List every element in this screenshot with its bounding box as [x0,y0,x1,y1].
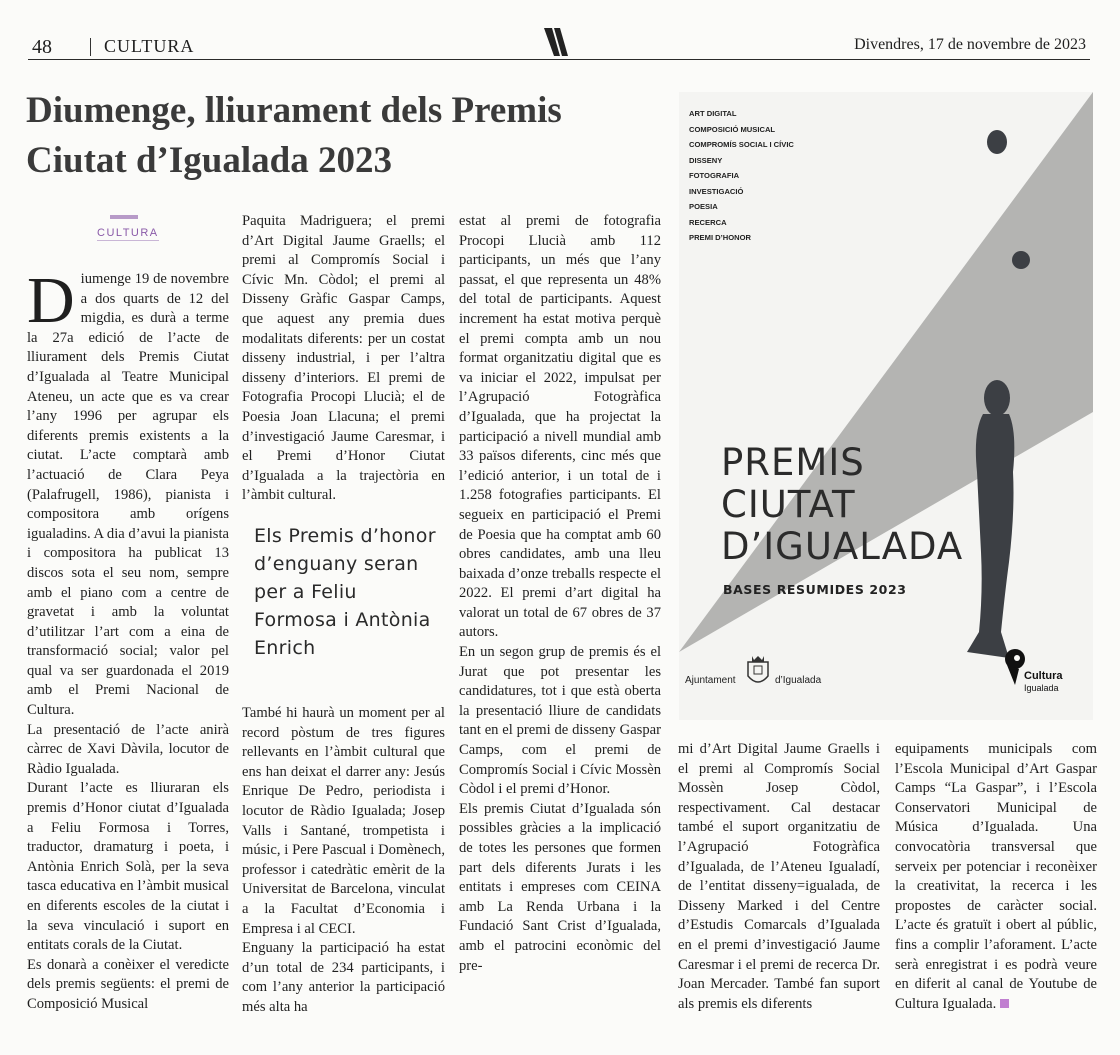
article-column-2-bottom [242,704,445,1018]
category-item: PREMI D’HONOR [689,233,752,242]
article-headline: Diumenge, lliurament dels Premis Ciutat d’Igualada 2023 [26,90,562,181]
lead-paragraph: Diumenge 19 de novembre a dos quarts de 12 del migdia, es durà a terme la 27a edició de l’acte de lliurament dels Premis Ciutat d’Igualada al Teatre Municipal Ateneu, un acte que es va crear l’any 1996 per agrupar els diferents premis existents a la ciutat. L’acte comptarà amb l’actuació de Clara Peya (Palafrugell, 1986), pianista i compositora amb orígens igualadins. A dia d’avui la pianista i compositora ha publicat 13 discos sota el seu nom, sempre amb el piano com a centre de gravetat i amb la voluntat d’utilitzar l’art com a eina de transformació social; valor pel qual va ser guardonada el 2019 amb el Premi Nacional de Cultura. [27,264,229,719]
article-column-3 [459,212,661,976]
ajuntament-label-2: d’Igualada [775,675,822,686]
article-column-4 [678,740,880,1014]
paragraph: Durant l’acte es lliuraran els premis d’Honor ciutat d’Igualada a Feliu Formosa i Torres, traductor, dramaturg i poeta, i Antònia Enrich Solà, per la seva tasca educativa en l’àmbit musical en diferents escoles de la ciutat i la seva vinculació i suport en entitats corals de la Ciutat. [27,780,229,954]
cultura-logo-text: Cultura [1024,670,1063,682]
ajuntament-label: Ajuntament [685,675,736,686]
category-item: RECERCA [689,217,727,227]
article-column-1 [27,264,229,1015]
category-item: COMPOSICIÓ MUSICAL [689,124,776,134]
paragraph: També hi haurà un moment per al record pòstum de tres figures rellevants en l’àmbit cultural que ens han deixat el darrer any: Jesús Enrique De Pedro, periodista i locutor de Ràdio Igualada; Josep Valls i Santané, trompetista i músic, i Pere Pascual i Domènech, professor i catedràtic emèrit de la Universitat de Barcelona, vinculat a la Facultat d’Economia i Empresa i al CECI. [242,705,445,937]
article-column-5 [895,740,1097,1014]
end-mark-icon [1000,999,1009,1008]
category-item: INVESTIGACIÓ [689,186,744,196]
paragraph: equipaments municipals com l’Escola Municipal d’Art Gaspar Camps “La Gaspar”, i l’Escola Conservatori Municipal de Música d’Igualada. Una convocatòria transversal que serveix per potenciar i reconèixer la creativitat, la recerca i les propostes de caràcter social. L’acte és gratuït i obert al públic, fins a complir l’aforament. L’acte serà enregistrat i es podrà veure en diferit al canal de Youtube de Cultura Igualada. [895,741,1097,1012]
paragraph: Paquita Madriguera; el premi d’Art Digital Jaume Graells; el premi al Compromís Social i Cívic Mn. Còdol; el premi al Disseny Gràfic Gaspar Camps, que aquest any premia dues modalitats diferents: per un costat disseny industrial, i per l’altra disseny d’interiors. El premi de Fotografia Procopi Llucià; el de Poesia Joan Llacuna; el premi d’investigació Jaume Caresmar, i el Premi d’Honor Ciutat d’Igualada a la trajectòria en l’àmbit cultural. [242,213,445,504]
newspaper-logo-icon [540,26,572,58]
pull-quote: Els Premis d’honor d’enguany seran per a Feliu Formosa i Antònia Enrich [254,525,436,659]
section-badge: CULTURA [97,227,159,239]
section-name: CULTURA [104,36,195,56]
paragraph: La presentació de l’acte anirà càrrec de Xavi Dàvila, locutor de Ràdio Igualada. [27,721,229,777]
paragraph: Es donarà a conèixer el veredicte dels premis següents: el premi de Composició Musical [27,956,229,1012]
paragraph: Els premis Ciutat d’Igualada són possibles gràcies a la implicació de totes les persones que formen part dels diferents Jurats i les entitats i empreses com CEINA amb La Renda Urbana i la Fundació Sant Crist d’Igualada, amb el patrocini econòmic del pre- [459,800,661,974]
page-header [28,32,1090,60]
page-number: 48 [32,36,52,58]
category-list [689,106,794,246]
issue-date: Divendres, 17 de novembre de 2023 [854,36,1086,53]
article-column-2-top [242,212,445,506]
paragraph: En un segon grup de premis és el Jurat que pot presentar les candidatures, tot i que està oberta la presentació lliure de candidats tant en el premi de disseny Gaspar Camps, com el premi de Compromís Social i Cívic Mossèn Còdol i el premi d’Honor. [459,644,661,798]
header-divider [90,38,91,56]
premis-poster [679,92,1093,720]
paragraph: mi d’Art Digital Jaume Graells i el premi al Compromís Social Mossèn Josep Còdol, respectivament. Cal destacar també el suport organitzatiu de l’Agrupació Fotogràfica d’Igualada, de l’Ateneu Igualadí, de l’entitat disseny=igualada, de Disseny Marked i del Centre d’Estudis Comarcals d’Igualada en el premi d’investigació Jaume Caresmar i el premi de recerca Dr. Joan Mercader. També fan suport als premis els diferents [678,741,880,1012]
poster-subtitle: BASES RESUMIDES 2023 [723,582,907,597]
category-item: POESIA [689,202,718,211]
category-item: DISSENY [689,155,723,165]
cultura-logo-subtext: Igualada [1024,683,1059,693]
drop-cap: D [27,264,75,337]
category-item: FOTOGRAFIA [689,171,740,180]
paragraph: estat al premi de fotografia Procopi Llucià amb 112 participants, un més que l’any passat, el que representa un 48% del total de participants. Aquest increment ha estat motiva perquè el premi compta amb un nou format organitzatiu digital que es va iniciar el 2022, impulsat per l’Agrupació Fotogràfica d’Igualada, que ha projectat la participació a nivell mundial amb 33 països diferents, cinc més que l’edició anterior, i un total de i 1.258 fotografies participants. El segueix en participació el Premi de Poesia que ha comptat amb 60 obres candidates, amb una lleu baixada d’onze treballs respecte el 2022. El premi d’art digital ha valorat un total de 67 obres de 37 autors. [459,213,661,641]
category-item: COMPROMÍS SOCIAL I CÍVIC [689,140,794,149]
poster-title: PREMIS CIUTAT D’IGUALADA [721,441,964,568]
paragraph: Enguany la participació ha estat d’un total de 234 participants, i com l’any anterior la participació més alta ha [242,940,445,1015]
category-item: ART DIGITAL [689,109,737,118]
section-badge-bar [110,215,138,219]
city-crest-icon [744,654,772,688]
